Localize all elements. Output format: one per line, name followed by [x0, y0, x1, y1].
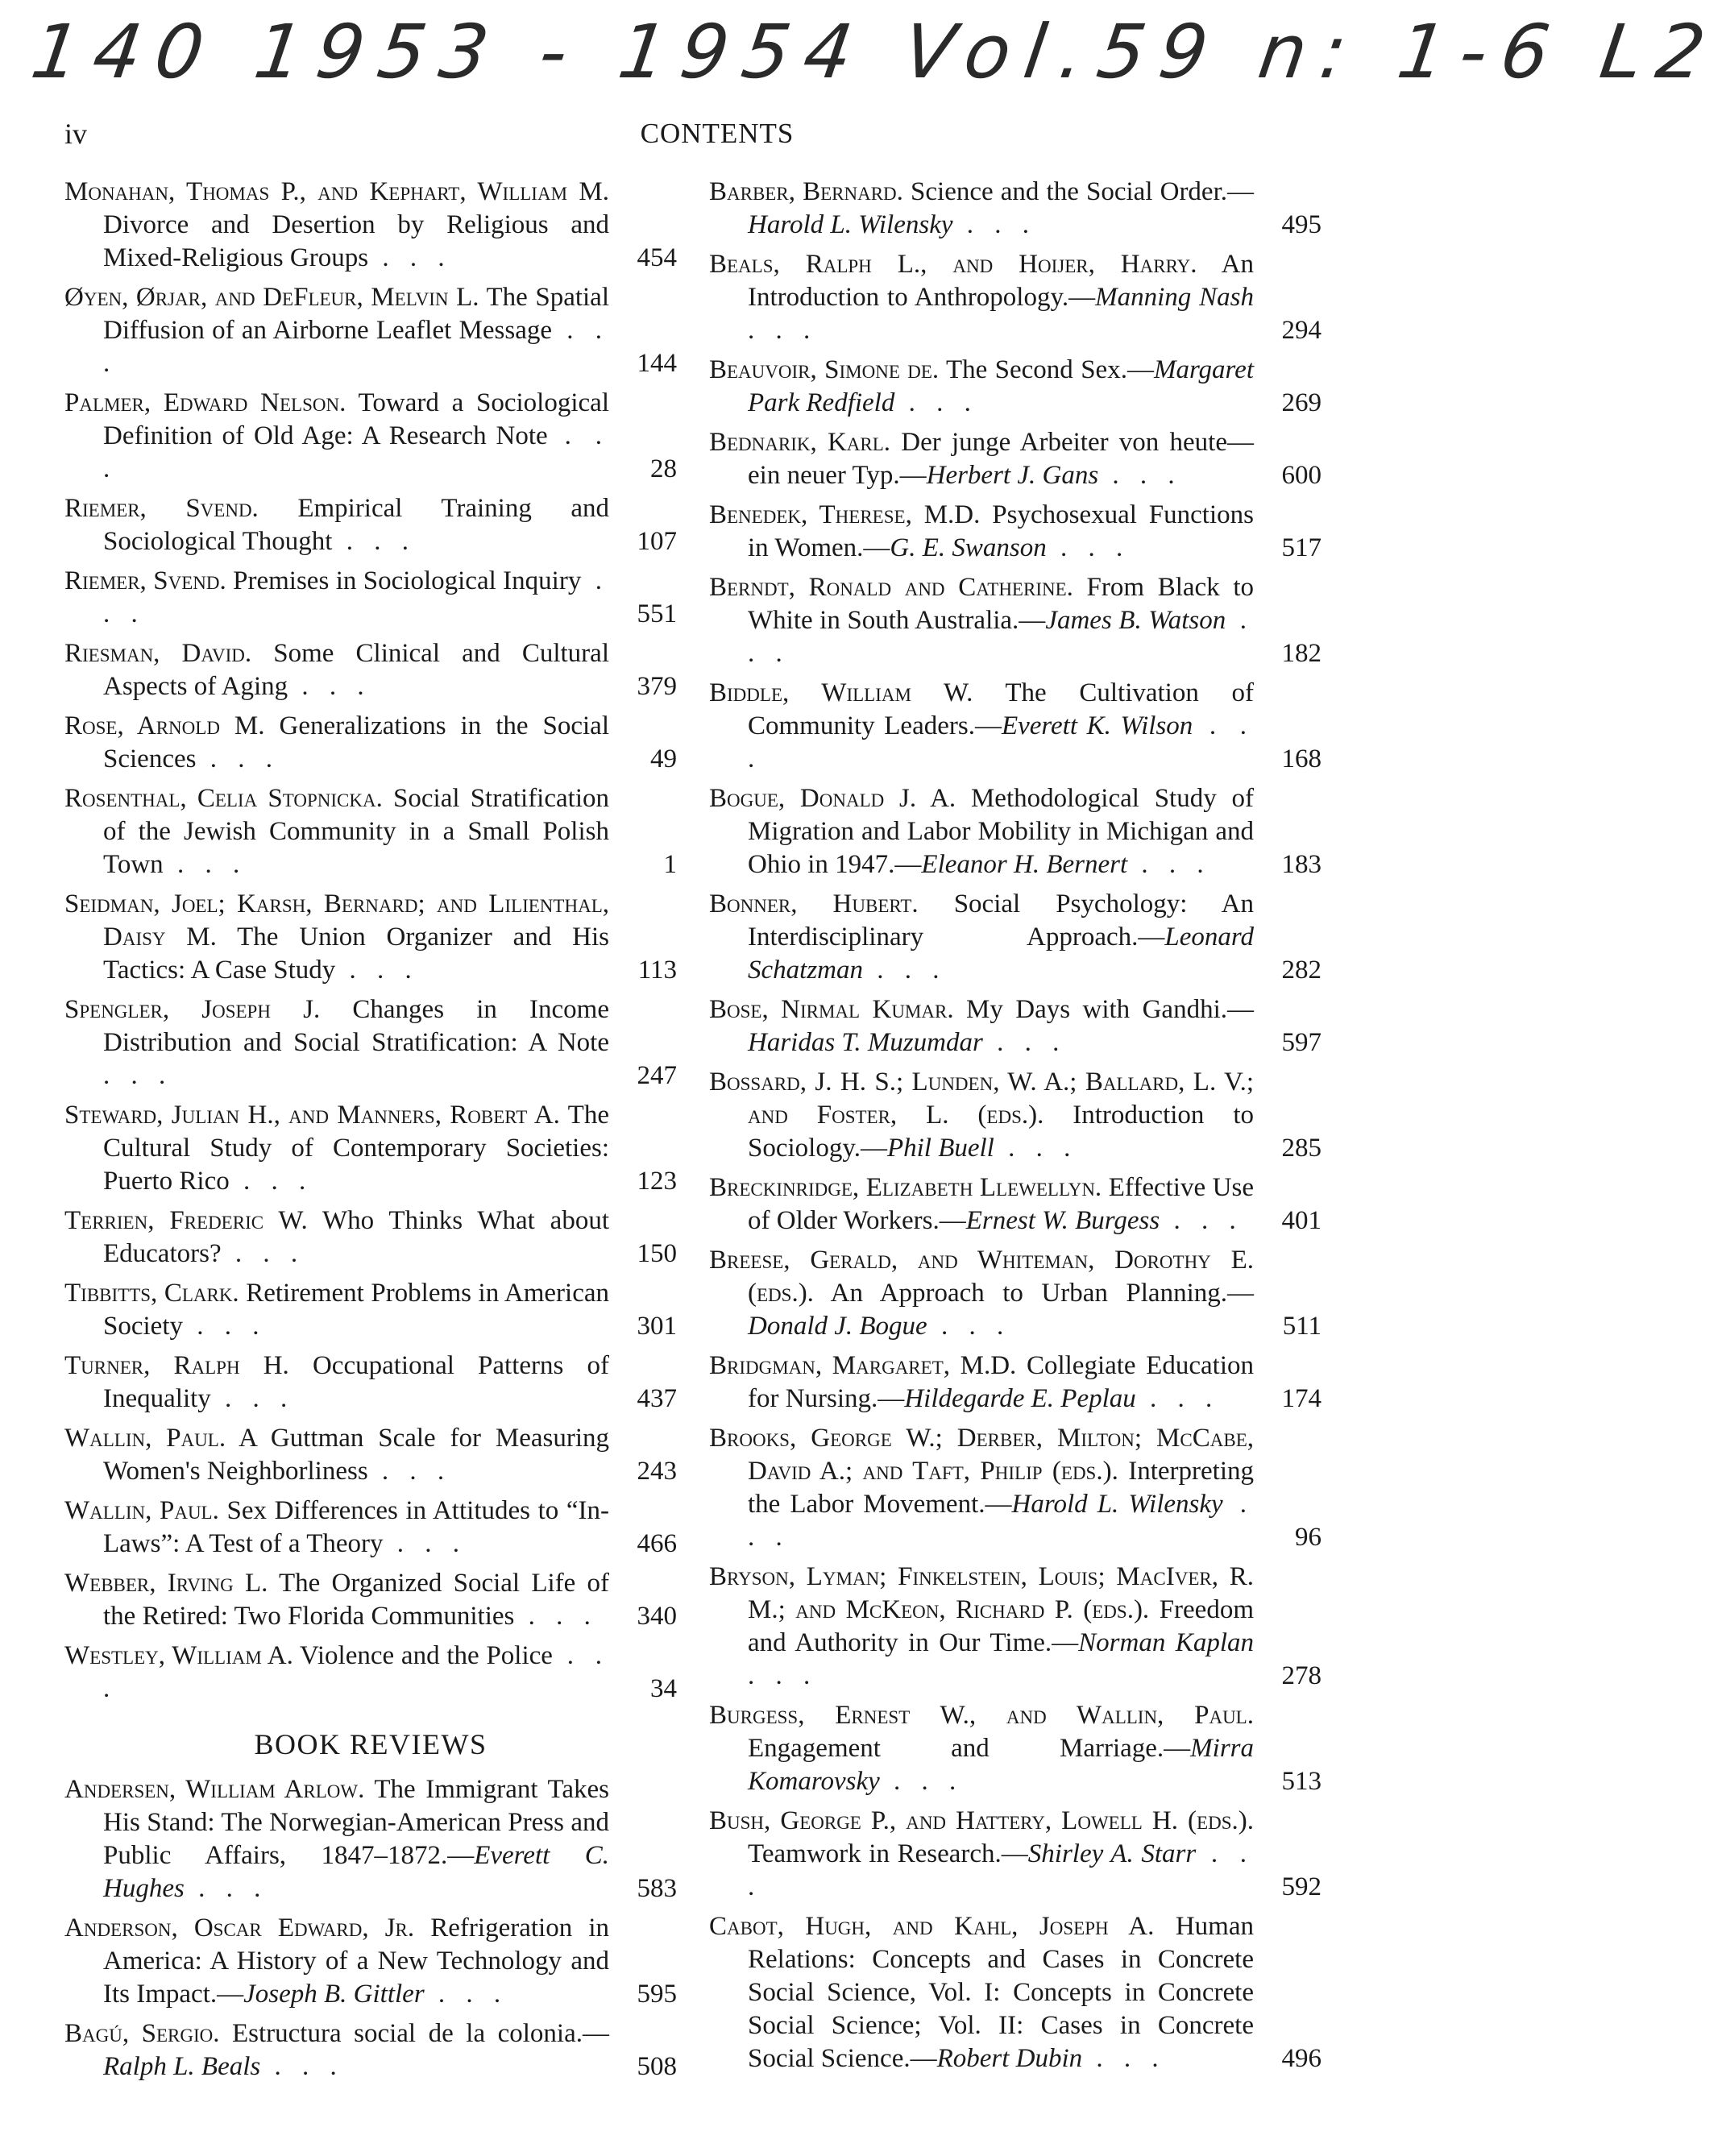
leader-dots: . . . — [103, 566, 609, 628]
contents-entry — [709, 176, 1321, 242]
entry-author: Westley, William A. — [64, 1641, 293, 1670]
entry-author: Wallin, Paul. — [64, 1496, 219, 1525]
contents-entry — [64, 1640, 677, 1706]
entry-page-number: 495 — [1281, 210, 1321, 239]
entry-author: Breese, Gerald, and Whiteman, Dorothy E. (eds.). — [709, 1246, 1254, 1308]
entry-title: Engagement and Marriage.— — [748, 1734, 1191, 1763]
entry-reviewer: Ernest W. Burgess — [965, 1206, 1160, 1235]
entry-page-number: 28 — [650, 454, 677, 483]
leader-dots: . . . — [210, 1384, 295, 1413]
entry-page-number: 1 — [663, 850, 677, 879]
leader-dots: . . . — [196, 744, 280, 773]
entry-page-number: 294 — [1281, 316, 1321, 345]
entry-page-number: 583 — [637, 1874, 677, 1903]
contents-entry — [709, 499, 1321, 565]
entry-author: Rose, Arnold M. — [64, 711, 265, 740]
entry-page-number: 511 — [1282, 1312, 1321, 1341]
entry-author: Palmer, Edward Nelson. — [64, 388, 346, 417]
entry-author: Monahan, Thomas P., and Kephart, William M. — [64, 177, 609, 206]
entry-title: Some Clinical and Cultural Aspects of Aging — [103, 639, 609, 701]
leader-dots: . . . — [1127, 850, 1211, 879]
entry-title: Science and the Social Order.— — [902, 177, 1254, 206]
entry-title: Collegiate Education for Nursing.— — [748, 1351, 1254, 1413]
leader-dots: . . . — [927, 1312, 1011, 1341]
leader-dots: . . . — [1135, 1384, 1220, 1413]
entry-page-number: 340 — [637, 1602, 677, 1631]
leader-dots: . . . — [879, 1767, 964, 1796]
entry-page-number: 107 — [637, 527, 677, 556]
entry-title: An Introduction to Anthropology.— — [748, 250, 1255, 312]
article-list — [64, 176, 677, 1706]
contents-entry — [64, 387, 677, 486]
leader-dots: . . . — [103, 1061, 173, 1090]
handwritten-annotation: 140 1953 - 1954 Vol.59 n: 1-6 L2 — [26, 9, 1725, 95]
leader-dots: . . . — [383, 1529, 467, 1558]
entry-title: Social Stratification of the Jewish Community in a Small Polish Town — [103, 784, 609, 879]
leader-dots: . . . — [982, 1028, 1067, 1057]
contents-entry — [709, 1910, 1321, 2075]
entry-title: Empirical Training and Sociological Thought — [103, 494, 609, 556]
entry-page-number: 496 — [1281, 2044, 1321, 2073]
entry-title: The Organized Social Life of the Retired: Two Florida Communities — [103, 1569, 610, 1631]
leader-dots: . . . — [952, 210, 1037, 239]
entry-author: Andersen, William Arlow. — [64, 1775, 365, 1804]
entry-title: A Guttman Scale for Measuring Women's Neighborliness — [103, 1424, 609, 1486]
leader-dots: . . . — [748, 1490, 1254, 1552]
entry-page-number: 113 — [637, 956, 677, 985]
entry-reviewer: Manning Nash — [1095, 283, 1255, 312]
entry-page-number: 247 — [637, 1061, 677, 1090]
entry-author: Tibbitts, Clark. — [64, 1279, 239, 1308]
page-header — [64, 111, 1370, 156]
entry-page-number: 183 — [1281, 850, 1321, 879]
entry-title: Sex Differences in Attitudes to “In-Laws”: A Test of a Theory — [103, 1496, 609, 1558]
contents-entry — [64, 1567, 677, 1633]
entry-title: Premises in Sociological Inquiry — [226, 566, 582, 595]
entry-author: Rosenthal, Celia Stopnicka. — [64, 784, 383, 813]
entry-page-number: 592 — [1281, 1872, 1321, 1901]
entry-author: Bose, Nirmal Kumar. — [709, 995, 954, 1024]
entry-reviewer: Norman Kaplan — [1078, 1628, 1254, 1657]
contents-entry — [64, 1350, 677, 1416]
contents-entry — [709, 1066, 1321, 1165]
entry-title: Introduction to Sociology.— — [748, 1101, 1254, 1163]
contents-entry — [709, 888, 1321, 987]
entry-reviewer: James B. Watson — [1045, 606, 1226, 635]
contents-entry — [709, 1699, 1321, 1798]
entry-author: Riemer, Svend. — [64, 494, 259, 523]
entry-author: Brooks, George W.; Derber, Milton; McCabe, David A.; and Taft, Philip (eds.). — [709, 1424, 1254, 1486]
entry-author: Terrien, Frederic W. — [64, 1206, 308, 1235]
entry-reviewer: Herbert J. Gans — [926, 461, 1099, 490]
contents-entry — [709, 1805, 1321, 1904]
book-review-list-left — [64, 1773, 677, 2083]
entry-reviewer: Shirley A. Starr — [1027, 1839, 1197, 1868]
entry-author: Bonner, Hubert. — [709, 889, 919, 918]
entry-title: Der junge Arbeiter von heute—ein neuer Typ.— — [748, 428, 1254, 490]
leader-dots: . . . — [1082, 2044, 1166, 2073]
leader-dots: . . . — [424, 1980, 508, 2009]
contents-entry — [709, 426, 1321, 492]
entry-author: Turner, Ralph H. — [64, 1351, 289, 1380]
contents-entry — [64, 782, 677, 881]
entry-title: Human Relations: Concepts and Cases in Concrete Social Science, Vol. I: Concepts in Concrete Social Science; Vol. II: Cases in Concrete Social Science.— — [748, 1912, 1254, 2073]
leader-dots: . . . — [1098, 461, 1182, 490]
entry-author: Bossard, J. H. S.; Lunden, W. A.; Ballard, L. V.; and Foster, L. (eds.). — [709, 1068, 1254, 1130]
entry-author: Berndt, Ronald and Catherine. — [709, 573, 1073, 602]
entry-title: The Second Sex.— — [939, 355, 1154, 384]
entry-page-number: 301 — [637, 1312, 677, 1341]
entry-page-number: 269 — [1281, 388, 1321, 417]
entry-page-number: 517 — [1281, 533, 1321, 562]
entry-title: The Cultural Study of Contemporary Societies: Puerto Rico — [103, 1101, 609, 1196]
leader-dots: . . . — [184, 1874, 268, 1903]
contents-entry — [64, 710, 677, 776]
entry-title: Occupational Patterns of Inequality — [103, 1351, 609, 1413]
entry-title: Methodological Study of Migration and Labor Mobility in Michigan and Ohio in 1947.— — [748, 784, 1254, 879]
entry-page-number: 282 — [1281, 956, 1321, 985]
book-reviews-heading: BOOK REVIEWS — [254, 1728, 488, 1760]
contents-entry — [64, 1495, 677, 1561]
contents-entry — [709, 1350, 1321, 1416]
entry-page-number: 508 — [637, 2052, 677, 2081]
entry-title: Who Thinks What about Educators? — [103, 1206, 609, 1268]
entry-author: Riesman, David. — [64, 639, 252, 668]
entry-author: Riemer, Svend. — [64, 566, 226, 595]
entry-author: Bogue, Donald J. A. — [709, 784, 956, 813]
entry-author: Bush, George P., and Hattery, Lowell H. (eds.). — [709, 1806, 1254, 1835]
entry-title: The Cultivation of Community Leaders.— — [748, 678, 1254, 740]
leader-dots: . . . — [163, 850, 247, 879]
entry-reviewer: Hildegarde E. Peplau — [904, 1384, 1136, 1413]
contents-entry — [709, 1422, 1321, 1554]
leader-dots: . . . — [229, 1167, 313, 1196]
leader-dots: . . . — [994, 1134, 1078, 1163]
right-column — [709, 176, 1321, 2082]
entry-title: Retirement Problems in American Society — [103, 1279, 609, 1341]
contents-entry — [64, 1277, 677, 1343]
contents-entry — [64, 993, 677, 1093]
entry-author: Bryson, Lyman; Finkelstein, Louis; MacIver, R. M.; and McKeon, Richard P. (eds.). — [709, 1562, 1254, 1624]
running-title: CONTENTS — [640, 118, 795, 149]
contents-entry — [64, 176, 677, 275]
entry-page-number: 454 — [637, 243, 677, 272]
entry-page-number: 278 — [1281, 1661, 1321, 1690]
entry-page-number: 285 — [1281, 1134, 1321, 1163]
page-folio: iv — [64, 118, 88, 150]
contents-entry — [64, 565, 677, 631]
entry-page-number: 597 — [1281, 1028, 1321, 1057]
entry-page-number: 144 — [637, 349, 677, 378]
contents-entry — [64, 888, 677, 987]
leader-dots: . . . — [103, 316, 610, 378]
contents-entry — [64, 1912, 677, 2011]
entry-title: Refrigeration in America: A History of a New Technology and Its Impact.— — [103, 1913, 609, 2009]
contents-entry — [64, 2017, 677, 2083]
leader-dots: . . . — [335, 956, 419, 985]
entry-page-number: 34 — [650, 1674, 677, 1703]
entry-reviewer: Margaret Park Redfield — [748, 355, 1254, 417]
entry-page-number: 150 — [637, 1239, 677, 1268]
entry-page-number: 466 — [637, 1529, 677, 1558]
contents-entry — [709, 1244, 1321, 1343]
entry-reviewer: Robert Dubin — [936, 2044, 1083, 2073]
entry-author: Spengler, Joseph J. — [64, 995, 321, 1024]
entry-title: Social Psychology: An Interdisciplinary Approach.— — [748, 889, 1254, 952]
entry-page-number: 379 — [637, 672, 677, 701]
entry-title: The Immigrant Takes His Stand: The Norwegian-American Press and Public Affairs, 1847–1872.— — [103, 1775, 610, 1870]
contents-entry — [709, 677, 1321, 776]
entry-author: Anderson, Oscar Edward, Jr. — [64, 1913, 415, 1942]
contents-entry — [64, 637, 677, 703]
contents-entry — [64, 1773, 677, 1905]
entry-reviewer: Joseph B. Gittler — [243, 1980, 425, 2009]
entry-author: Øyen, Ørjar, and DeFleur, Melvin L. — [64, 283, 479, 312]
contents-entry — [709, 993, 1321, 1059]
entry-reviewer: Donald J. Bogue — [748, 1312, 927, 1341]
leader-dots: . . . — [332, 527, 416, 556]
entry-title: Generalizations in the Social Sciences — [103, 711, 609, 773]
leader-dots: . . . — [368, 243, 452, 272]
entry-title: Interpreting the Labor Movement.— — [748, 1457, 1254, 1519]
entry-title: Teamwork in Research.— — [748, 1839, 1028, 1868]
entry-reviewer: Eleanor H. Bernert — [921, 850, 1128, 879]
entry-title: Effective Use of Older Workers.— — [748, 1173, 1255, 1235]
contents-entry — [709, 354, 1321, 420]
entry-reviewer: Phil Buell — [886, 1134, 994, 1163]
entry-page-number: 600 — [1281, 461, 1321, 490]
entry-reviewer: Leonard Schatzman — [748, 923, 1254, 985]
entry-author: Webber, Irving L. — [64, 1569, 268, 1598]
contents-entry — [709, 571, 1321, 670]
entry-title: Violence and the Police — [293, 1641, 553, 1670]
leader-dots: . . . — [514, 1602, 598, 1631]
entry-author: Burgess, Ernest W., and Wallin, Paul. — [709, 1701, 1254, 1730]
leader-dots: . . . — [748, 711, 1254, 773]
contents-entry — [64, 1204, 677, 1271]
leader-dots: . . . — [863, 956, 947, 985]
contents-entry — [64, 492, 677, 558]
leader-dots: . . . — [748, 1661, 818, 1690]
entry-reviewer: Harold L. Wilensky — [748, 210, 953, 239]
leader-dots: . . . — [182, 1312, 267, 1341]
left-column — [64, 176, 677, 2090]
entry-author: Breckinridge, Elizabeth Llewellyn. — [709, 1173, 1102, 1202]
entry-page-number: 96 — [1295, 1523, 1321, 1552]
contents-entry — [709, 1561, 1321, 1693]
entry-title: My Days with Gandhi.— — [953, 995, 1254, 1024]
entry-page-number: 595 — [637, 1980, 677, 2009]
contents-entry — [709, 782, 1321, 881]
entry-title: Freedom and Authority in Our Time.— — [748, 1595, 1254, 1657]
entry-page-number: 174 — [1281, 1384, 1321, 1413]
entry-page-number: 49 — [650, 744, 677, 773]
contents-entry — [64, 281, 677, 380]
entry-reviewer: G. E. Swanson — [890, 533, 1047, 562]
leader-dots: . . . — [260, 2052, 344, 2081]
leader-dots: . . . — [221, 1239, 305, 1268]
leader-dots: . . . — [1046, 533, 1131, 562]
entry-author: Beals, Ralph L., and Hoijer, Harry. — [709, 250, 1197, 279]
leader-dots: . . . — [748, 606, 1254, 668]
leader-dots: . . . — [748, 316, 818, 345]
entry-reviewer: Harold L. Wilensky — [1011, 1490, 1223, 1519]
contents-entry — [709, 1171, 1321, 1238]
entry-title: The Spatial Diffusion of an Airborne Leaflet Message — [103, 283, 609, 345]
entry-author: Steward, Julian H., and Manners, Robert A. — [64, 1101, 560, 1130]
leader-dots: . . . — [894, 388, 978, 417]
entry-author: Barber, Bernard. — [709, 177, 903, 206]
leader-dots: . . . — [367, 1457, 452, 1486]
entry-author: Bednarik, Karl. — [709, 428, 891, 457]
entry-author: Biddle, William W. — [709, 678, 973, 707]
entry-author: Beauvoir, Simone de. — [709, 355, 940, 384]
entry-page-number: 437 — [637, 1384, 677, 1413]
entry-author: Bridgman, Margaret, M.D. — [709, 1351, 1017, 1380]
entry-page-number: 243 — [637, 1457, 677, 1486]
entry-page-number: 401 — [1281, 1206, 1321, 1235]
leader-dots: . . . — [1160, 1206, 1243, 1235]
entry-page-number: 182 — [1281, 639, 1321, 668]
leader-dots: . . . — [748, 1839, 1255, 1901]
contents-entry — [64, 1422, 677, 1488]
entry-title: The Union Organizer and His Tactics: A Case Study — [103, 923, 609, 985]
entry-title: An Approach to Urban Planning.— — [813, 1279, 1254, 1308]
contents-entry — [709, 248, 1321, 347]
entry-page-number: 123 — [637, 1167, 677, 1196]
book-review-list-right — [709, 176, 1321, 2075]
entry-title: Divorce and Desertion by Religious and Mixed-Religious Groups — [103, 210, 609, 272]
entry-reviewer: Ralph L. Beals — [103, 2052, 261, 2081]
entry-reviewer: Everett K. Wilson — [1001, 711, 1193, 740]
entry-title: From Black to White in South Australia.— — [748, 573, 1254, 635]
leader-dots: . . . — [103, 421, 610, 483]
leader-dots: . . . — [288, 672, 371, 701]
entry-title: Toward a Sociological Definition of Old Age: A Research Note — [103, 388, 609, 450]
entry-page-number: 168 — [1281, 744, 1321, 773]
entry-author: Benedek, Therese, M.D. — [709, 500, 981, 529]
entry-author: Wallin, Paul. — [64, 1424, 226, 1453]
entry-page-number: 513 — [1281, 1767, 1321, 1796]
entry-reviewer: Everett C. Hughes — [103, 1841, 609, 1903]
leader-dots: . . . — [103, 1641, 609, 1703]
entry-title: Changes in Income Distribution and Social Stratification: A Note — [103, 995, 609, 1057]
entry-title: Estructura social de la colonia.— — [219, 2019, 609, 2048]
entry-page-number: 551 — [637, 599, 677, 628]
entry-reviewer: Mirra Komarovsky — [748, 1734, 1254, 1796]
contents-entry — [64, 1099, 677, 1198]
entry-reviewer: Haridas T. Muzumdar — [748, 1028, 983, 1057]
entry-title: Psychosexual Functions in Women.— — [748, 500, 1254, 562]
entry-author: Cabot, Hugh, and Kahl, Joseph A. — [709, 1912, 1155, 1941]
entry-author: Seidman, Joel; Karsh, Bernard; and Lilienthal, Daisy M. — [64, 889, 609, 952]
entry-author: Bagú, Sergio. — [64, 2019, 220, 2048]
